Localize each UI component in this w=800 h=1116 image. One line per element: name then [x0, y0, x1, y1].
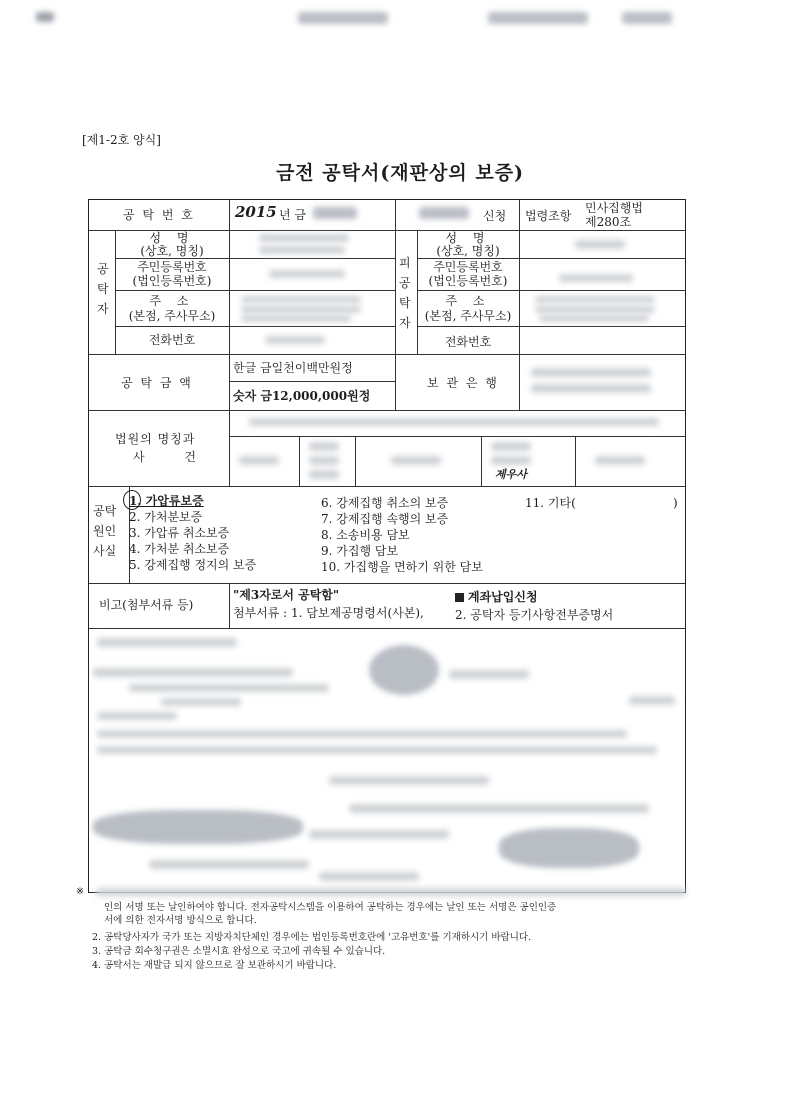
depositee-phone-label: 전화번호 — [444, 335, 492, 349]
deposit-no-label: 공 탁 번 호 — [123, 208, 195, 222]
redacted-deposit-no — [313, 207, 357, 219]
deposit-year-handwritten: 2015 — [235, 203, 277, 221]
amount-label: 공 탁 금 액 — [121, 376, 193, 390]
depositee-addr-label: 주 소 — [445, 294, 491, 308]
depositor-reg-sub: (법인등록번호) — [132, 274, 212, 288]
page-title: 금전 공탁서(재판상의 보증) — [275, 162, 525, 184]
apply-suffix: 신청 — [483, 209, 507, 223]
amount-numeric: 숫자 금12,000,000원정 — [233, 389, 371, 403]
deposit-year-suffix: 년 금 — [279, 208, 306, 222]
cause-item-7: 7. 강제집행 속행의 보증 — [321, 512, 449, 526]
notes-mark: ※ — [76, 886, 84, 897]
cause-item-1: 1. 가압류보증 — [129, 494, 204, 508]
redacted-court — [419, 207, 469, 219]
cause-item-4: 4. 가처분 취소보증 — [129, 542, 230, 556]
redacted-seal-stamp — [369, 645, 439, 695]
remarks-line-1: "제3자로서 공탁함" — [233, 588, 340, 602]
checkbox-filled-icon — [455, 593, 464, 602]
cause-label-2: 원인 — [93, 524, 117, 538]
cause-item-3: 3. 가압류 취소보증 — [129, 526, 230, 540]
depositee-addr-sub: (본점, 주사무소) — [424, 309, 512, 323]
depositor-label-2: 탁 — [97, 282, 109, 296]
depositor-reg-label: 주민등록번호 — [137, 260, 207, 274]
depositee-label-2: 공 — [399, 276, 411, 290]
notes-line-5: 4. 공탁서는 재발급 되지 않으므로 잘 보관하시기 바랍니다. — [92, 960, 337, 971]
depositor-addr-label: 주 소 — [149, 294, 195, 308]
depositor-label-1: 공 — [97, 262, 109, 276]
depositor-name-label: 성 명 — [149, 231, 195, 245]
remarks-option-1: 계좌납입신청 — [455, 590, 538, 604]
depositee-label-3: 탁 — [399, 296, 411, 310]
depositor-addr-sub: (본점, 주사무소) — [128, 309, 216, 323]
cause-item-5: 5. 강제집행 정지의 보증 — [129, 558, 257, 572]
depositee-name-sub: (상호, 명칭) — [436, 244, 500, 258]
depositee-reg-sub: (법인등록번호) — [428, 274, 508, 288]
court-label-1: 법원의 명칭과 — [115, 432, 196, 446]
cause-item-9: 9. 가집행 담보 — [321, 544, 399, 558]
remarks-line-2: 첨부서류 : 1. 담보제공명령서(사본), — [233, 606, 424, 620]
notes-line-2: 서에 의한 전자서명 방식으로 합니다. — [104, 915, 257, 926]
cause-label-3: 사실 — [93, 544, 117, 558]
cause-label-1: 공탁 — [93, 504, 117, 518]
depositor-phone-label: 전화번호 — [148, 333, 196, 347]
cause-item-6: 6. 강제집행 취소의 보증 — [321, 496, 449, 510]
cause-item-11-close: ) — [673, 496, 678, 510]
depositee-name-label: 성 명 — [445, 231, 491, 245]
amount-korean: 한글 금일천이백만원정 — [233, 361, 353, 375]
depositee-reg-label: 주민등록번호 — [433, 260, 503, 274]
remarks-label: 비고(첨부서류 등) — [99, 598, 194, 612]
cause-item-8: 8. 소송비용 담보 — [321, 528, 410, 542]
law-value-1: 민사집행법 — [585, 201, 643, 215]
cause-item-2: 2. 가처분보증 — [129, 510, 203, 524]
form-tag: [제1-2호 양식] — [82, 133, 161, 147]
depositee-label-1: 피 — [399, 256, 411, 270]
depositee-label-4: 자 — [399, 316, 411, 330]
cause-item-10: 10. 가집행을 면하기 위한 담보 — [321, 560, 483, 574]
court-handwritten: 제우사 — [495, 468, 527, 481]
notes-line-4: 3. 공탁금 회수청구권은 소멸시효 완성으로 국고에 귀속될 수 있습니다. — [92, 946, 386, 957]
notes-line-1: 인의 서명 또는 날인하여야 합니다. 전자공탁시스템을 이용하여 공탁하는 경우에는 날인 또는 서명은 공인인증 — [104, 902, 557, 913]
notes-line-3: 2. 공탁당사자가 국가 또는 지방자치단체인 경우에는 법인등록번호란에 '고유번호'를 기재하시기 바랍니다. — [92, 932, 532, 943]
cause-item-11: 11. 기타( — [525, 496, 576, 510]
fax-header — [0, 10, 800, 30]
law-label: 법령조항 — [525, 209, 572, 223]
bank-label: 보 관 은 행 — [427, 376, 499, 390]
depositor-name-sub: (상호, 명칭) — [140, 244, 204, 258]
deposit-form-table — [88, 199, 686, 893]
remarks-option-2: 2. 공탁자 등기사항전부증명서 — [455, 608, 614, 622]
court-label-2: 사 건 — [133, 450, 214, 464]
law-value-2: 제280조 — [585, 215, 632, 229]
depositor-label-3: 자 — [97, 302, 109, 316]
